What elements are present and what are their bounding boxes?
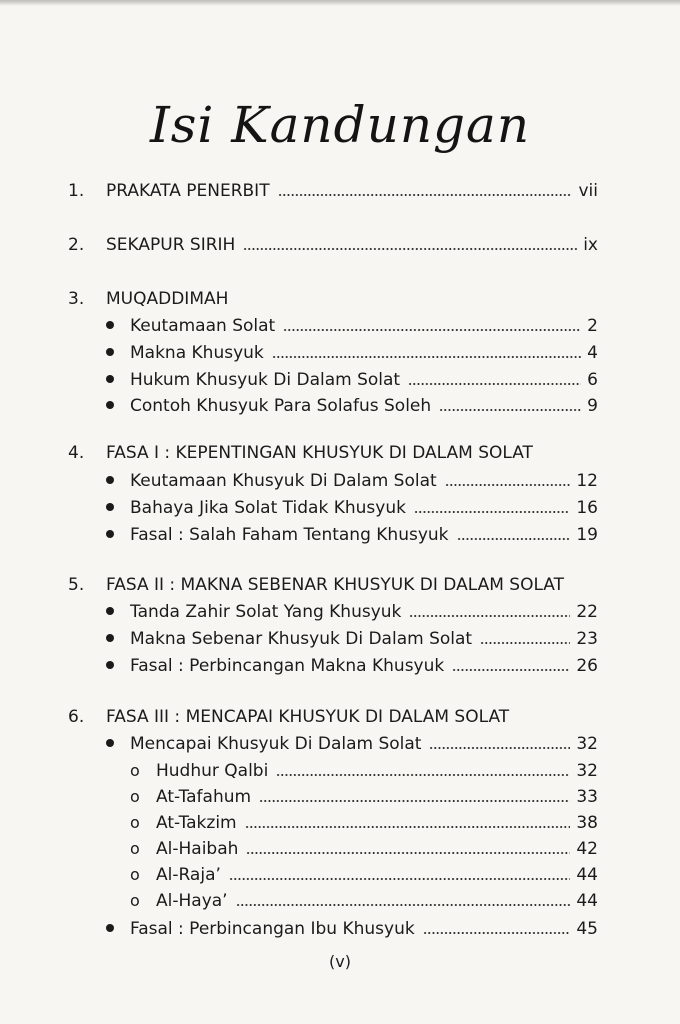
entry-title: Hudhur Qalbi [156,761,269,781]
circle-bullet-icon: o [130,787,140,806]
bullet-icon [106,530,114,538]
bullet-icon [106,321,114,329]
circle-bullet-icon: o [130,891,140,910]
toc-entry[interactable] [130,647,598,677]
bullet-icon [106,401,114,409]
dot-leader [445,483,571,487]
entry-page: vii [578,181,598,201]
circle-bullet-icon: o [130,839,140,858]
entry-page: 44 [576,865,598,885]
toc-entry[interactable] [68,226,598,256]
entry-page: ix [583,235,598,255]
dot-leader [246,851,570,855]
entry-page: 33 [576,787,598,807]
toc-entry[interactable] [130,462,598,492]
entry-title: FASA I : KEPENTINGAN KHUSYUK DI DALAM SOLAT [106,443,533,463]
entry-title: At-Tafahum [156,787,252,807]
circle-bullet-icon: o [130,865,140,884]
toc-entry[interactable] [130,910,598,940]
entry-number: 1. [68,181,85,201]
toc-section-heading[interactable] [68,566,598,596]
toc-entry[interactable] [130,307,598,337]
dot-leader [283,328,581,332]
entry-title: Contoh Khusyuk Para Solafus Soleh [130,396,432,416]
entry-title: SEKAPUR SIRIH [106,235,236,255]
entry-page: 38 [576,813,598,833]
entry-page: 23 [576,629,598,649]
entry-page: 32 [576,734,598,754]
toc-entry[interactable] [130,334,598,364]
entry-title: Bahaya Jika Solat Tidak Khusyuk [130,498,406,518]
bullet-icon [106,503,114,511]
toc-entry[interactable] [130,516,598,546]
entry-title: Makna Khusyuk [130,343,264,363]
bullet-icon [106,476,114,484]
dot-leader [259,799,570,803]
dot-leader [245,825,571,829]
entry-page: 44 [576,891,598,911]
entry-title: Al-Haya’ [156,891,228,911]
entry-page: 19 [576,525,598,545]
dot-leader [423,931,571,935]
entry-title: Hukum Khusyuk Di Dalam Solat [130,370,401,390]
circle-bullet-icon: o [130,761,140,780]
dot-leader [278,193,573,197]
dot-leader [452,668,570,672]
entry-page: 16 [576,498,598,518]
entry-number: 5. [68,575,85,595]
bullet-icon [106,634,114,642]
page-number: (v) [329,952,351,971]
bullet-icon [106,661,114,669]
toc-entry[interactable] [130,387,598,417]
entry-number: 4. [68,443,85,463]
entry-title: PRAKATA PENERBIT [106,181,270,201]
bullet-icon [106,375,114,383]
toc-section-heading[interactable] [68,280,598,310]
entry-number: 3. [68,289,85,309]
entry-title: At-Takzim [156,813,237,833]
dot-leader [429,746,570,750]
entry-title: Al-Raja’ [156,865,221,885]
entry-page: 42 [576,839,598,859]
entry-page: 26 [576,656,598,676]
entry-page: 6 [587,370,598,390]
dot-leader [414,510,570,514]
bullet-icon [106,607,114,615]
entry-number: 2. [68,235,85,255]
dot-leader [276,773,570,777]
entry-title: MUQADDIMAH [106,289,229,309]
entry-page: 4 [587,343,598,363]
dot-leader [243,247,577,251]
entry-title: Tanda Zahir Solat Yang Khusyuk [130,602,402,622]
entry-title: FASA III : MENCAPAI KHUSYUK DI DALAM SOLAT [106,707,510,727]
entry-title: Al-Haibah [156,839,239,859]
entry-title: Keutamaan Solat [130,316,276,336]
toc-entry[interactable] [130,593,598,623]
entry-title: Keutamaan Khusyuk Di Dalam Solat [130,471,437,491]
entry-page: 2 [587,316,598,336]
toc-section-heading[interactable] [68,698,598,728]
entry-title: Makna Sebenar Khusyuk Di Dalam Solat [130,629,473,649]
entry-number: 6. [68,707,85,727]
circle-bullet-icon: o [130,813,140,832]
bullet-icon [106,924,114,932]
entry-page: 32 [576,761,598,781]
page-title: Isi Kandungan [149,96,531,154]
dot-leader [236,903,571,907]
dot-leader [457,537,571,541]
entry-page: 9 [587,396,598,416]
dot-leader [229,877,570,881]
entry-page: 45 [576,919,598,939]
toc-subentry[interactable] [130,882,598,912]
toc-entry[interactable] [130,725,598,755]
entry-title: FASA II : MAKNA SEBENAR KHUSYUK DI DALAM SOLAT [106,575,565,595]
entry-page: 22 [576,602,598,622]
entry-title: Mencapai Khusyuk Di Dalam Solat [130,734,422,754]
toc-entry[interactable] [130,489,598,519]
dot-leader [408,382,581,386]
dot-leader [480,641,570,645]
bullet-icon [106,348,114,356]
bullet-icon [106,739,114,747]
entry-page: 12 [576,471,598,491]
toc-entry[interactable] [130,620,598,650]
entry-title: Fasal : Salah Faham Tentang Khusyuk [130,525,449,545]
toc-entry[interactable] [68,172,598,202]
entry-title: Fasal : Perbincangan Makna Khusyuk [130,656,445,676]
toc-section-heading[interactable] [68,434,598,464]
entry-title: Fasal : Perbincangan Ibu Khusyuk [130,919,415,939]
dot-leader [409,614,570,618]
dot-leader [439,408,581,412]
dot-leader [272,355,581,359]
